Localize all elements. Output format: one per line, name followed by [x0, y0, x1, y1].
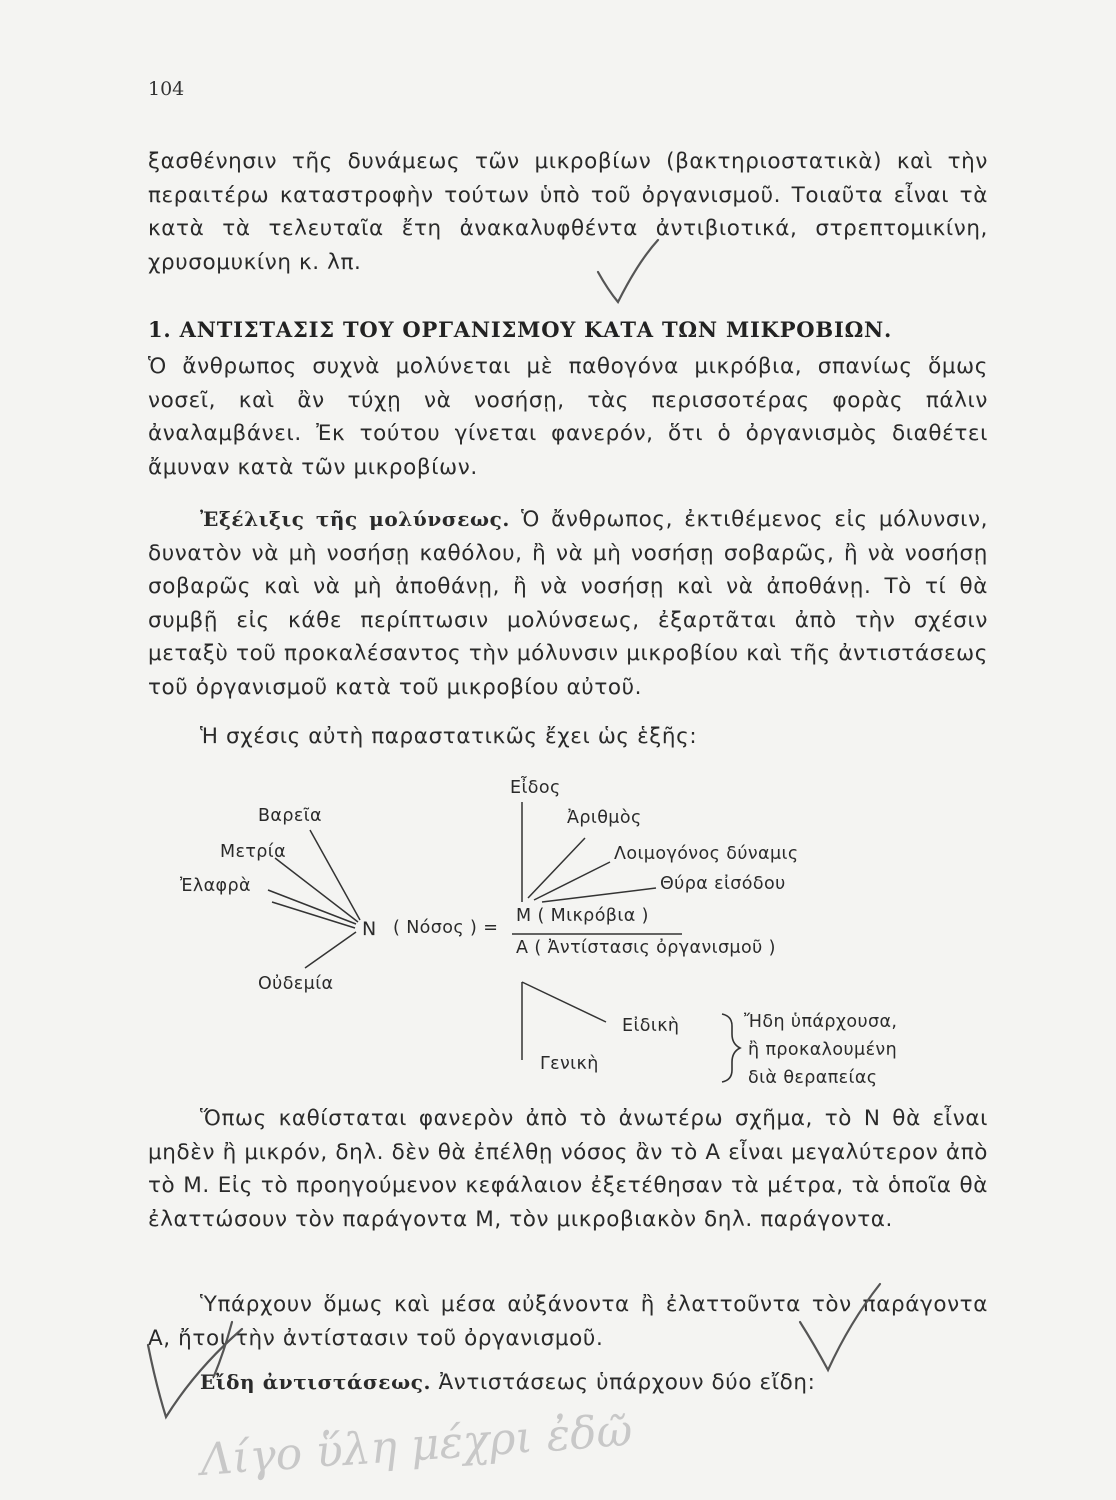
diagram-lines [0, 760, 1116, 1100]
label-therapy: διὰ θεραπείας [748, 1068, 878, 1088]
subheading-types: Εἴδη ἀντιστάσεως. [200, 1370, 432, 1394]
label-specific: Εἰδικὴ [622, 1016, 680, 1036]
curly-brace [722, 1014, 740, 1082]
section-heading: 1. ΑΝΤΙΣΤΑΣΙΣ ΤΟΥ ΟΡΓΑΝΙΣΜΟΥ ΚΑΤΑ ΤΩΝ ΜΙΚΡΟΒΙΩΝ. [148, 317, 893, 342]
paragraph-infection: Ὁ ἄνθρωπος συχνὰ μολύνεται μὲ παθογόνα μικρόβια, σπανίως ὅμως νοσεῖ, καὶ ἂν τύχῃ νὰ νοσήσῃ, τὰς περισσοτέρας φορὰς πάλιν ἀναλαμβάνει. Ἐκ τούτου γίνεται φανερόν, ὅτι ὁ ὀργανισμὸς διαθέτει ἄμυναν κατὰ τῶν μικροβίων. [148, 354, 988, 480]
label-arithmos: Ἀριθμὸς [567, 808, 642, 828]
paragraph-evolution-text: Ὁ ἄνθρωπος, ἐκτιθέμενος εἰς μόλυνσιν, δυνατὸν νὰ μὴ νοσήσῃ καθόλου, ἢ νὰ μὴ νοσήσῃ σοβαρῶς, ἢ νὰ νοσήσῃ σοβαρῶς καὶ νὰ μὴ ἀποθάνῃ, ἢ νὰ νοσήσῃ καὶ νὰ ἀποθάνῃ. Τὸ τί θὰ συμβῇ εἰς κάθε περίπτωσιν μολύνσεως, ἐξαρτᾶται ἀπὸ τὴν σχέσιν μεταξὺ τοῦ προκαλέσαντος τὴν μόλυνσιν μικροβίου καὶ τῆς ἀντιστάσεως τοῦ ὀργανισμοῦ κατὰ τοῦ μικροβίου αὐτοῦ. [148, 507, 988, 700]
paragraph-relation-text: Ἡ σχέσις αὐτὴ παραστατικῶς ἔχει ὡς ἑξῆς: [200, 724, 698, 749]
paragraph-conclusion [148, 1102, 988, 1236]
line-specific [522, 982, 606, 1022]
handwritten-note: Λίγο ὕλη μέχρι ἐδῶ [198, 1404, 635, 1487]
label-general: Γενικὴ [540, 1054, 599, 1074]
label-eidos: Εἶδος [510, 778, 561, 798]
line-elafra [268, 890, 356, 924]
label-nosos: ( Νόσος ) = [393, 918, 499, 938]
paragraph-evolution [148, 503, 988, 704]
label-elafra: Ἐλαφρὰ [180, 876, 251, 896]
line-thyra [542, 888, 656, 902]
label-oudemia: Οὐδεμία [258, 974, 334, 994]
label-thyra: Θύρα εἰσόδου [660, 874, 786, 894]
paragraph-factors [148, 1288, 988, 1355]
label-existing: Ἤδη ὑπάρχουσα, [744, 1012, 898, 1032]
line-oudemia [305, 932, 356, 968]
subheading-evolution: Ἐξέλιξις τῆς μολύνσεως. [200, 507, 510, 531]
line-elafra-lower [272, 902, 355, 928]
line-bareia [310, 830, 360, 920]
disease-formula-diagram [0, 760, 1116, 1100]
label-metria: Μετρία [220, 842, 287, 862]
paragraph-relation [148, 720, 988, 754]
label-denominator: Α ( Ἀντίστασις ὀργανισμοῦ ) [516, 938, 776, 958]
label-numerator: Μ ( Μικρόβια ) [516, 906, 649, 926]
paragraph-antibiotics: ξασθένησιν τῆς δυνάμεως τῶν μικροβίων (βακτηριοστατικὰ) καὶ τὴν περαιτέρω καταστροφὴν τούτων ὑπὸ τοῦ ὀργανισμοῦ. Τοιαῦτα εἶναι τὰ κατὰ τὰ τελευταῖα ἔτη ἀνακαλυφθέντα ἀντιβιοτικά, στρεπτομικίνη, χρυσομυκίνη κ. λπ. [148, 149, 988, 275]
label-bareia: Βαρεῖα [258, 806, 322, 826]
paragraph-conclusion-text: Ὅπως καθίσταται φανερὸν ἀπὸ τὸ ἀνωτέρω σχῆμα, τὸ Ν θὰ εἶναι μηδὲν ἢ μικρόν, δηλ. δὲν θὰ ἐπέλθῃ νόσος ἂν τὸ Α εἶναι μεγαλύτερον ἀπὸ τὸ Μ. Εἰς τὸ προηγούμενον κεφάλαιον ἐξετέθησαν τὰ μέτρα, τὰ ὁποῖα θὰ ἐλαττώσουν τὸν παράγοντα Μ, τὸν μικροβιακὸν δηλ. παράγοντα. [148, 1106, 988, 1232]
label-induced: ἢ προκαλουμένη [748, 1040, 898, 1060]
page-number: 104 [148, 78, 185, 100]
paragraph-types-text: Ἀντιστάσεως ὑπάρχουν δύο εἴδη: [438, 1370, 816, 1395]
line-metria [275, 858, 358, 922]
label-loimogonos: Λοιμογόνος δύναμις [614, 844, 799, 864]
label-n: Ν [362, 918, 377, 940]
paragraph-types [148, 1366, 988, 1400]
paragraph-factors-text: Ὑπάρχουν ὅμως καὶ μέσα αὐξάνοντα ἢ ἐλαττοῦντα τὸν παράγοντα Α, ἤτοι τὴν ἀντίστασιν τοῦ ὀργανισμοῦ. [148, 1292, 988, 1351]
